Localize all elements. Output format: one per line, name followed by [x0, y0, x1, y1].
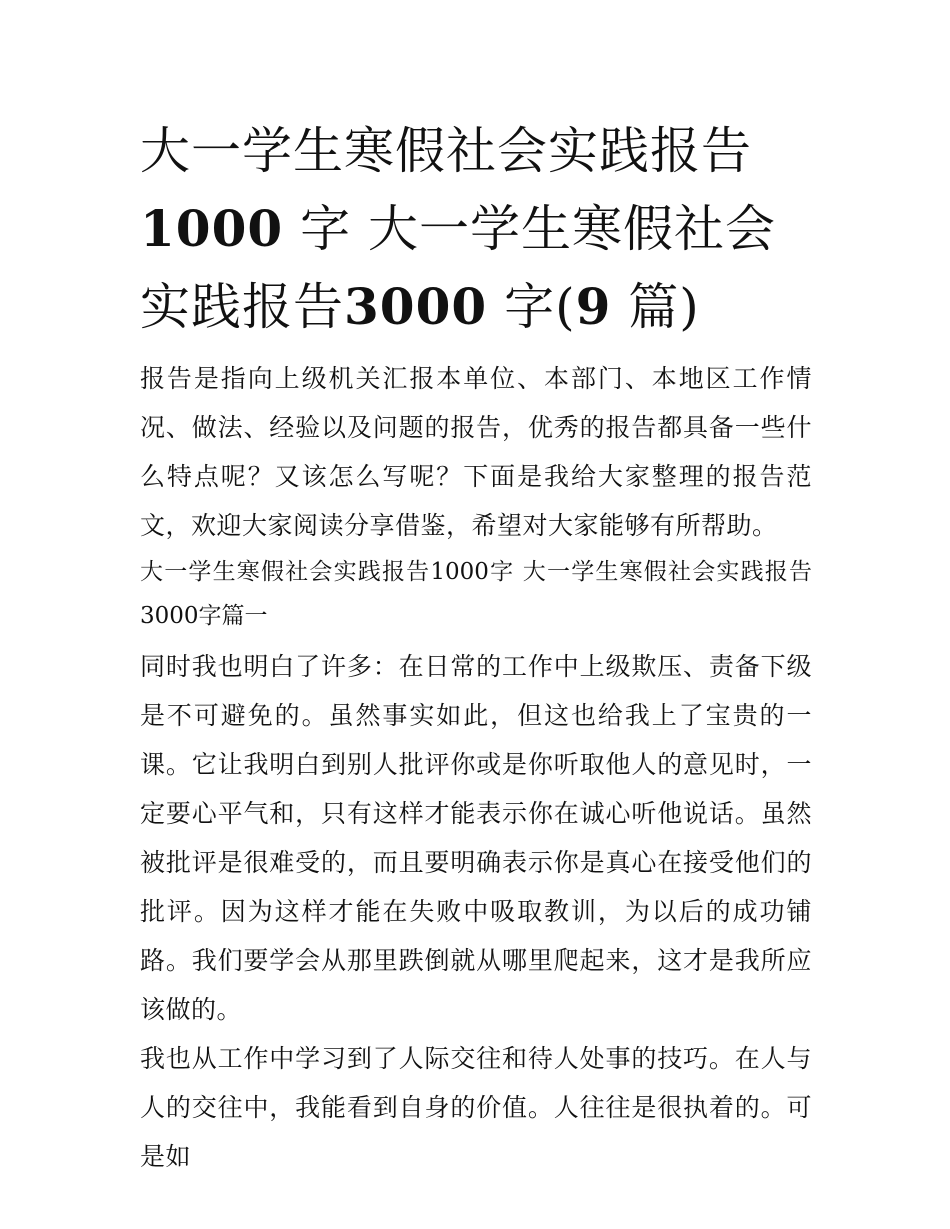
- title-number-2: 3000: [344, 277, 488, 336]
- title-number-3: 9: [575, 277, 612, 336]
- intro-paragraph: 报告是指向上级机关汇报本单位、本部门、本地区工作情况、做法、经验以及问题的报告，优秀的报告都具备一些什么特点呢？又该怎么写呢？下面是我给大家整理的报告范文，欢迎大家阅读分享借鉴，希望对大家能够有所帮助。: [140, 364, 812, 540]
- body-paragraph-1: 同时我也明白了许多：在日常的工作中上级欺压、责备下级是不可避免的。虽然事实如此，但这也给我上了宝贵的一课。它让我明白到别人批评你或是你听取他人的意见时，一定要心平气和，只有这样才能表示你在诚心听他说话。虽然被批评是很难受的，而且要明确表示你是真心在接受他们的批评。因为这样才能在失败中吸取教训，为以后的成功铺路。我们要学会从那里跌倒就从哪里爬起来，这才是我所应该做的。: [140, 652, 812, 1024]
- title-part-1: 大一学生寒假社会实践报告: [140, 122, 752, 180]
- title-part-3: 字(: [504, 278, 576, 336]
- title-part-2: 字 大一学生寒假社会实践报告: [140, 200, 776, 336]
- title-part-4: 篇): [628, 278, 700, 336]
- document-title: [140, 112, 812, 346]
- body-paragraph-2: 我也从工作中学习到了人际交往和待人处事的技巧。在人与人的交往中，我能看到自身的价值。人往往是很执着的。可是如: [140, 1044, 812, 1171]
- section-heading: 大一学生寒假社会实践报告1000字 大一学生寒假社会实践报告3000字篇一: [140, 559, 812, 629]
- title-number-1: 1000: [140, 199, 284, 258]
- document-page: [140, 112, 812, 1181]
